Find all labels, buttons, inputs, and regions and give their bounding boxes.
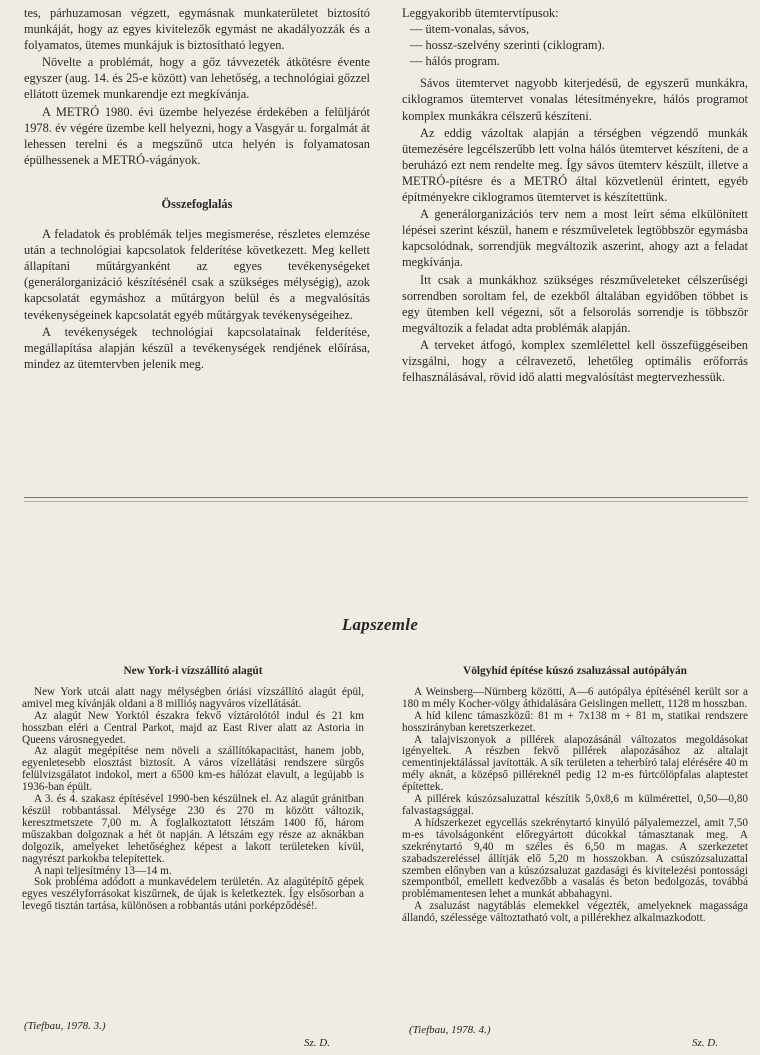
paragraph: Az alagút New Yorktól északra fekvő víztárolótól indul és 21 km hosszban eléri a Central Parkot, majd az East River alatt az Astoria in Queens városnegyedet. [22, 709, 364, 746]
paragraph: A feladatok és problémák teljes megismerése, részletes elemzése után a technológiai kapcsolatok felderítése következett. Meg kellett állapítani műtárgyanként az egyes tevékenységeket (generálorganizáció készítésénél csak a szükséges mélységig), azok kapcsolatát egymáshoz a műtárgyon belül és a megvalósítás tevékenységeinek kapcsolatát egyéb műtárgyak tevékenységeihez. [24, 227, 370, 322]
list-intro: Leggyakoribb ütemtervtípusok: [402, 6, 559, 20]
paragraph: A 3. és 4. szakasz építésével 1990-ben készülnek el. Az alagút gránitban készül robbantással. Mélysége 230 és 270 m között változik, keresztmetszete 7,00 m. A foglalkoztatott létszám 1400 fő, három műszakban dolgoznak a hét öt napján. A létszám egy része az aknákban dolgozik, amelyeket lehetőséghez képest a lakott területeken kívül, nagyrészt parkokba telepítettek. [22, 793, 364, 865]
article-title: New York-i vízszállító alagút [123, 665, 263, 677]
section-heading: Összefoglalás [161, 196, 233, 211]
section-title: Lapszemle [341, 615, 419, 634]
paragraph: Sávos ütemtervet nagyobb kiterjedésű, de egyszerű munkákra, ciklogramos ütemtervet vonalas létesítményekre, hálós programot komplex munkákra célszerű készíteni. [402, 76, 748, 123]
paragraph: A terveket átfogó, komplex szemlélettel kell összefüggéseiben vizsgálni, hogy a célravezető, lehetőleg optimális erőforrás felhasználásával, rövid idő alatti megvalósítást megtervezhessük. [402, 337, 748, 385]
paragraph: A hídszerkezet egycellás szekrénytartó kinyúló pályalemezzel, amit 7,50 m-es távolságonként előregyártott dúcokkal támasztanak meg. A szekrénytartó 9,40 m széles és 6,50 m magas. A szerkezetet szabadszereléssel állítják elő 5,20 m hosszokban. A csúszózsaluzattal szemben előnyben van a kúszózsaluzat gazdasági és kivitelezési pontossági szempontból, emellett kedvezőbb a vasalás és beton bedolgozás, továbbá problémamentesen lehet a munkát abbahagyni. [402, 816, 748, 901]
bottom-right-column [402, 666, 748, 925]
article-title: Völgyhíd építése kúszó zsaluzással autópályán [462, 665, 688, 677]
paragraph: New York utcái alatt nagy mélységben óriási vízszállító alagút épül, amivel meg kívánják oldani a 8 millióș nagyváros vízellátását. [22, 685, 364, 710]
paragraph: A híd kilenc támaszközű: 81 m + 7x138 m + 81 m, statikai rendszere hosszirányban keretszerkezet. [402, 709, 748, 734]
author-signature: Sz. D. [692, 1037, 718, 1049]
paragraph: Növelte a problémát, hogy a gőz távvezeték átkötésre évente egyszer (aug. 14. és 25-e között) van lehetőség, a technológiai gőzzel ellátott üzemek munkarendje ezt megkívánja. [24, 55, 370, 102]
top-left-column [24, 5, 370, 372]
paragraph: A generálorganizációs terv nem a most leírt séma elkülönített lépései szerint készül, hanem e részműveletek legtöbbször egymásba kapcsolódnak, sorrendjük megváltozik aszerint, ahogy azt a feladat megkívánja. [402, 207, 748, 270]
schedule-type-list [402, 21, 748, 69]
bottom-left-column [22, 666, 364, 913]
paragraph: Az eddig vázoltak alapján a térségben végzendő munkák ütemezésére legcélszerűbb lett volna hálós ütemtervet készíteni, de a beruházó ezt nem rendelte meg. Így sávos ütemterv készült, illetve a METRÓ-pítésre és a METRÓ által közvetlenül érintett, egyéb építményekre ciklogramos ütemtervet is készítettünk. [402, 125, 748, 205]
list-item: — ütem-vonalas, sávos, [410, 22, 530, 37]
top-right-column [402, 5, 748, 385]
paragraph: Itt csak a munkákhoz szükséges részműveleteket célszerűségi sorrendben soroltam fel, de ezekből általában egyidőben többet is egy ütemben kell végezni, sőt a felsorolás sorrendje is többször megváltozik a feladat adta problémák alapján. [402, 272, 748, 335]
list-item: — hossz-szelvény szerinti (ciklogram). [410, 38, 605, 53]
paragraph: A Weinsberg—Nürnberg közötti, A—6 autópálya építésénél került sor a 180 m mély Kocher-völgy áthidalására Geislingen mellett, 1128 m hosszban. [402, 685, 748, 710]
article-source: (Tiefbau, 1978. 3.) [24, 1020, 106, 1032]
paragraph: tes, párhuzamosan végzett, egymásnak munkaterületet biztosító munkáját, hogy az egyes kivitelezők egymást ne akadályozzák és a folyamatos, ütemes munkájuk is biztosítható legyen. [24, 6, 370, 53]
paragraph: A napi teljesítmény 13—14 m. [34, 864, 172, 877]
paragraph: A talajviszonyok a pillérek alapozásánál változatos megoldásokat igényeltek. A részben fekvő pillérek alapozásához az altalajt cementinjektálással javították. A sík területen a teherbíró talaj elérésére 40 m mély aknát, a középső pilléreknél pedig 12 m-es fúrtcölöpfalas alaptestet építettek. [402, 733, 748, 794]
paragraph: Az alagút megépítése nem növeli a szállítókapacitást, hanem jobb, egyenletesebb elosztást biztosít. A város vízellátási rendszere sürgős felülvizsgálatot indokol, mert a 6500 km-es hálózat elavult, a legújabb is 1936-ban épült. [22, 745, 364, 794]
paragraph: A tevékenységek technológiai kapcsolatainak felderítése, megállapítása alapján készül a tevékenységek rendjének előírása, mindez az ütemtervben jelenik meg. [24, 324, 370, 371]
author-signature: Sz. D. [304, 1037, 330, 1049]
paragraph: A METRÓ 1980. évi üzembe helyezése érdekében a felüljárót 1978. év végére üzembe kell helyezni, hogy a Vasgyár u. forgalmát át lehessen terelni és a megszűnő utca helyén is folyamatosan épülhessenek a METRÓ-vágányok. [24, 104, 370, 167]
paragraph: Sok probléma adódott a munkavédelem területén. Az alagútépítő gépek egyes veszélyforrásokat kiszűrnek, de újak is keletkeztek. Így elsősorban a levegő tisztán tartása, különösen a robbantás utáni porképződésé!. [22, 876, 364, 913]
section-divider-thin [24, 501, 748, 502]
list-item: — hálós program. [410, 54, 500, 69]
paragraph: A zsaluzást nagytáblás elemekkel végezték, amelyeknek magassága állandó, szélessége változtatható volt, a pillérekhez alkalmazkodott. [402, 900, 748, 925]
section-divider [24, 497, 748, 498]
paragraph: A pillérek kúszózsaluzattal készítik 5,0x8,6 m külmérettel, 0,50—0,80 falvastagsággal. [402, 793, 748, 817]
article-source: (Tiefbau, 1978. 4.) [409, 1024, 491, 1036]
